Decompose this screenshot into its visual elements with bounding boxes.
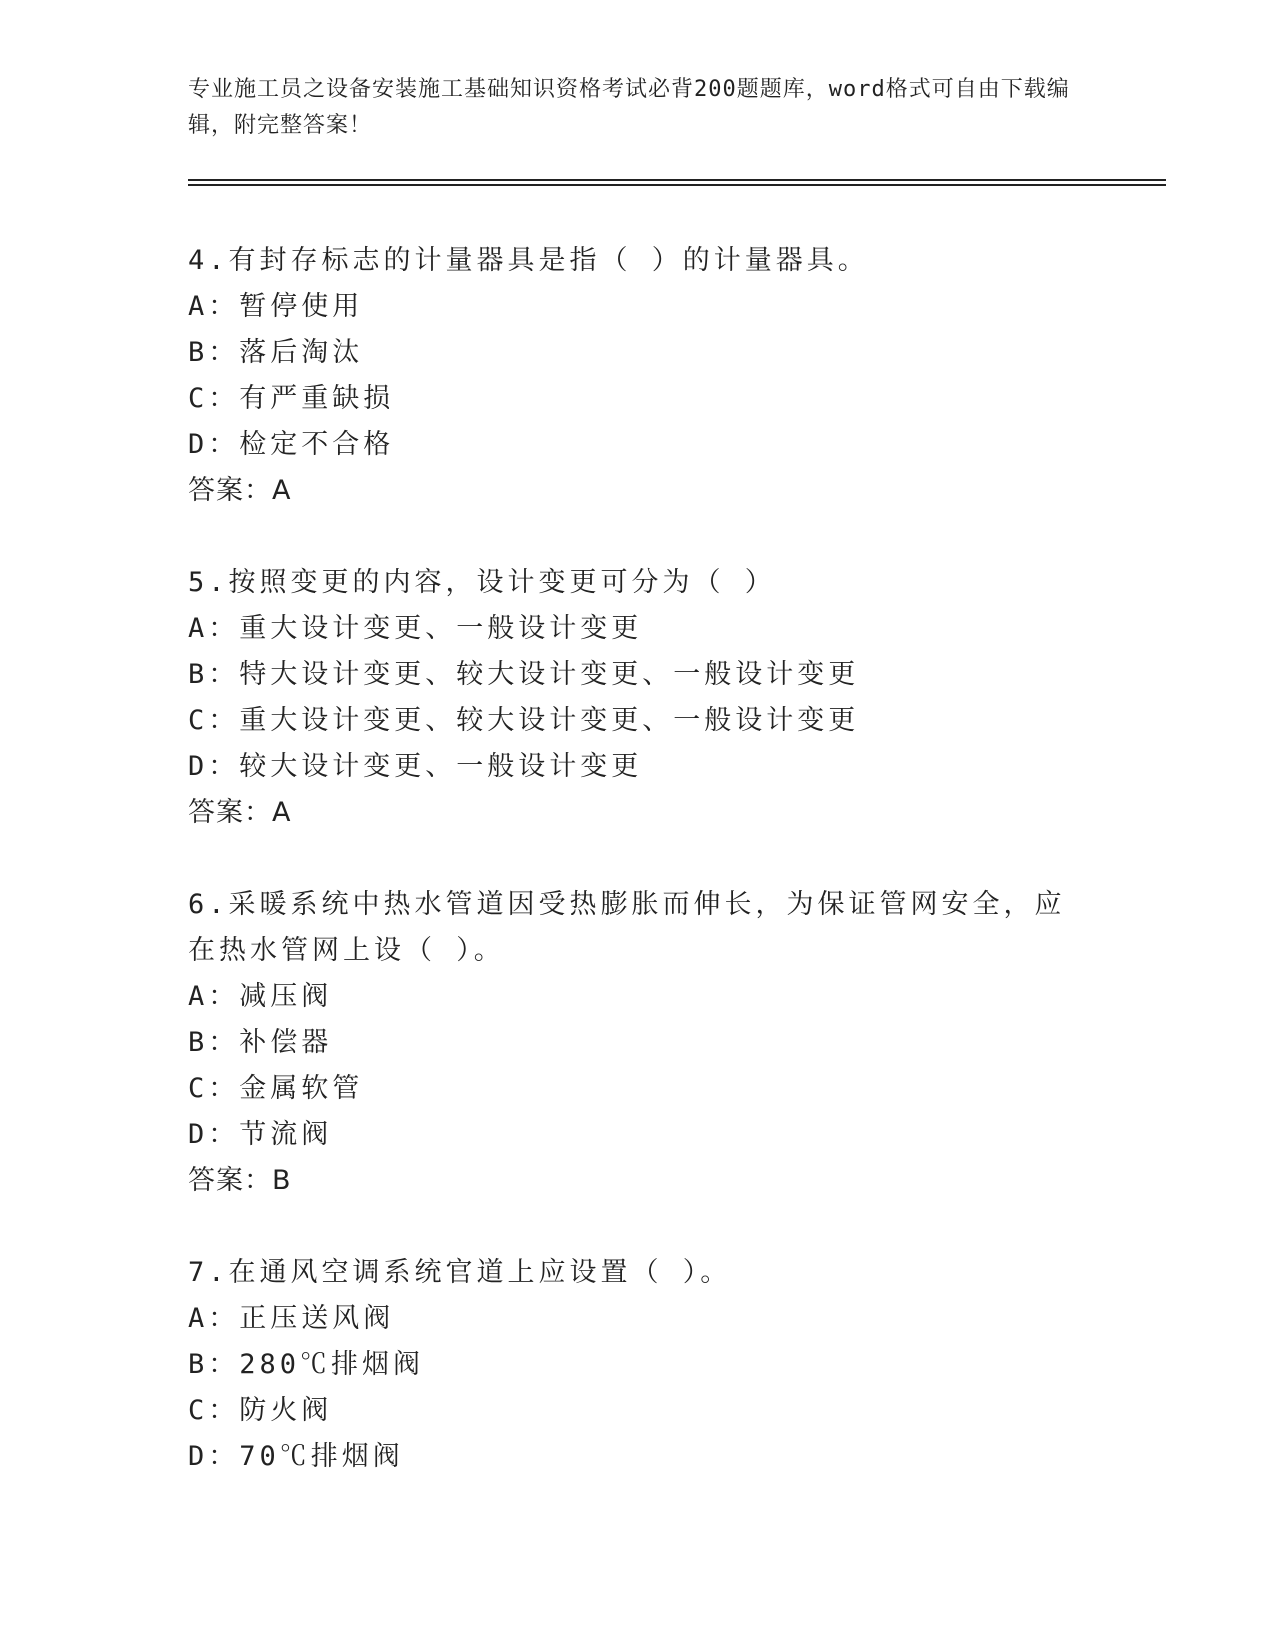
option-b: B：落后淘汰 (188, 337, 364, 368)
option-d: D：检定不合格 (188, 429, 395, 460)
option-d: D：较大设计变更、一般设计变更 (188, 751, 643, 782)
question-5 (188, 560, 1088, 836)
option-c: C：防火阀 (188, 1395, 333, 1426)
option-b: B：补偿器 (188, 1027, 333, 1058)
option-b: B：280℃排烟阀 (188, 1349, 425, 1380)
option-a: A：减压阀 (188, 981, 333, 1012)
header-divider-bottom (188, 184, 1166, 186)
option-d: D：70℃排烟阀 (188, 1441, 404, 1472)
option-c: C：有严重缺损 (188, 383, 395, 414)
option-a: A：正压送风阀 (188, 1303, 395, 1334)
option-b: B：特大设计变更、较大设计变更、一般设计变更 (188, 659, 860, 690)
question-stem: 6.采暖系统中热水管道因受热膨胀而伸长，为保证管网安全，应在热水管网上设（ ）。 (188, 889, 1066, 966)
answer-line: 答案：A (188, 797, 292, 828)
option-a: A：重大设计变更、一般设计变更 (188, 613, 643, 644)
question-6 (188, 882, 1088, 1204)
question-stem: 7.在通风空调系统官道上应设置（ ）。 (188, 1257, 732, 1288)
question-4 (188, 238, 1088, 514)
option-c: C：金属软管 (188, 1073, 364, 1104)
option-c: C：重大设计变更、较大设计变更、一般设计变更 (188, 705, 860, 736)
question-stem: 4.有封存标志的计量器具是指（ ）的计量器具。 (188, 245, 869, 276)
header-divider-top (188, 179, 1166, 181)
answer-line: 答案：A (188, 475, 292, 506)
option-d: D：节流阀 (188, 1119, 333, 1150)
answer-line: 答案：B (188, 1165, 292, 1196)
option-a: A：暂停使用 (188, 291, 364, 322)
question-stem: 5.按照变更的内容，设计变更可分为（ ） (188, 567, 776, 598)
document-header: 专业施工员之设备安装施工基础知识资格考试必背200题题库，word格式可自由下载编辑，附完整答案！ (188, 77, 1070, 138)
question-7 (188, 1250, 1088, 1480)
